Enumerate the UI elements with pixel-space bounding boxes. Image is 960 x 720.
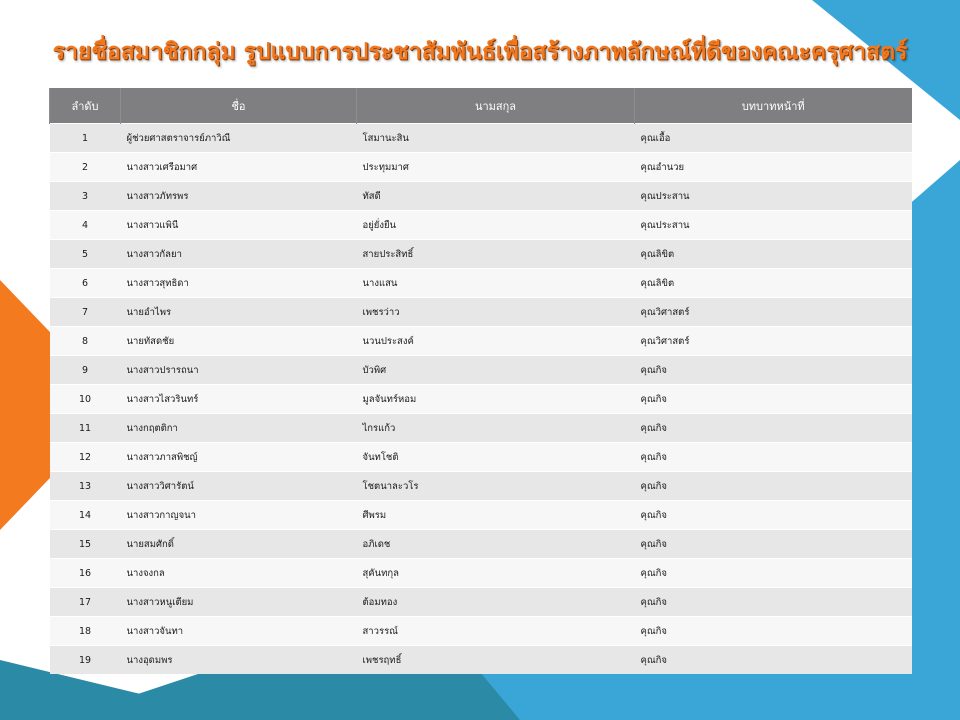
cell-name: นางสาวกัลยา <box>121 240 357 269</box>
cell-name: นางสาวภาสพิชญ์ <box>121 443 357 472</box>
cell-no: 14 <box>50 501 121 530</box>
cell-name: นางจงกล <box>121 559 357 588</box>
cell-role: คุณประสาน <box>635 182 912 211</box>
cell-surname: เพชรว่าว <box>357 298 635 327</box>
cell-surname: โสมานะสิน <box>357 124 635 153</box>
table-header-row <box>50 88 912 124</box>
cell-role: คุณกิจ <box>635 617 912 646</box>
cell-name: นายทัสดชัย <box>121 327 357 356</box>
table-row <box>50 240 912 269</box>
table-row <box>50 124 912 153</box>
cell-role: คุณกิจ <box>635 646 912 675</box>
cell-name: นางอุดมพร <box>121 646 357 675</box>
cell-name: นางสาววิศารัตน์ <box>121 472 357 501</box>
table-row <box>50 269 912 298</box>
cell-no: 19 <box>50 646 121 675</box>
table-row <box>50 472 912 501</box>
cell-no: 1 <box>50 124 121 153</box>
cell-surname: อภิเดช <box>357 530 635 559</box>
cell-role: คุณกิจ <box>635 530 912 559</box>
cell-name: นายอำไพร <box>121 298 357 327</box>
cell-surname: นางแสน <box>357 269 635 298</box>
header-no: ลำดับ <box>50 88 121 124</box>
cell-role: คุณกิจ <box>635 414 912 443</box>
cell-name: นางสาวเศรีอมาศ <box>121 153 357 182</box>
header-name: ชื่อ <box>121 88 357 124</box>
cell-role: คุณลิขิต <box>635 240 912 269</box>
table-row <box>50 356 912 385</box>
cell-role: คุณอำนวย <box>635 153 912 182</box>
table-row <box>50 327 912 356</box>
cell-role: คุณวิศาสตร์ <box>635 327 912 356</box>
cell-name: นางสาวจันทา <box>121 617 357 646</box>
member-table <box>49 88 912 674</box>
cell-role: คุณวิศาสตร์ <box>635 298 912 327</box>
cell-role: คุณลิขิต <box>635 269 912 298</box>
cell-role: คุณกิจ <box>635 588 912 617</box>
table-row <box>50 414 912 443</box>
cell-no: 18 <box>50 617 121 646</box>
cell-no: 9 <box>50 356 121 385</box>
cell-surname: นวนประสงค์ <box>357 327 635 356</box>
cell-name: นางสาวภัทรพร <box>121 182 357 211</box>
cell-role: คุณเอื้อ <box>635 124 912 153</box>
cell-surname: บัวพิศ <box>357 356 635 385</box>
table-row <box>50 298 912 327</box>
cell-surname: ต้อมทอง <box>357 588 635 617</box>
cell-role: คุณกิจ <box>635 501 912 530</box>
table-row <box>50 617 912 646</box>
cell-no: 5 <box>50 240 121 269</box>
cell-surname: สาวรรณ์ <box>357 617 635 646</box>
cell-name: นางสาวหนูเตียม <box>121 588 357 617</box>
cell-no: 7 <box>50 298 121 327</box>
table-row <box>50 501 912 530</box>
cell-surname: สุคันทกุล <box>357 559 635 588</box>
header-surname: นามสกุล <box>357 88 635 124</box>
cell-surname: ทัสดี <box>357 182 635 211</box>
cell-no: 3 <box>50 182 121 211</box>
cell-no: 17 <box>50 588 121 617</box>
table-row <box>50 588 912 617</box>
cell-surname: เพชรฤทธิ์ <box>357 646 635 675</box>
cell-role: คุณกิจ <box>635 559 912 588</box>
cell-surname: โชตนาละวโร <box>357 472 635 501</box>
table-row <box>50 646 912 675</box>
cell-name: นางสาวแพินี <box>121 211 357 240</box>
cell-role: คุณกิจ <box>635 385 912 414</box>
cell-surname: ไกรแก้ว <box>357 414 635 443</box>
cell-surname: มูลจันทร์หอม <box>357 385 635 414</box>
page-title: รายชื่อสมาชิกกลุ่ม รูปแบบการประชาสัมพันธ์เพื่อสร้างภาพลักษณ์ที่ดีของคณะครุศาสตร์ <box>52 38 908 65</box>
cell-no: 16 <box>50 559 121 588</box>
cell-name: นายสมศักดิ์ <box>121 530 357 559</box>
cell-role: คุณกิจ <box>635 356 912 385</box>
table-row <box>50 153 912 182</box>
table-row <box>50 182 912 211</box>
cell-no: 15 <box>50 530 121 559</box>
cell-no: 12 <box>50 443 121 472</box>
cell-surname: จันทโชติ <box>357 443 635 472</box>
cell-role: คุณประสาน <box>635 211 912 240</box>
cell-name: นางสาวกาญจนา <box>121 501 357 530</box>
cell-surname: ประทุมมาศ <box>357 153 635 182</box>
cell-no: 2 <box>50 153 121 182</box>
cell-surname: สายประสิทธิ์ <box>357 240 635 269</box>
table-row <box>50 530 912 559</box>
cell-no: 4 <box>50 211 121 240</box>
table-row <box>50 385 912 414</box>
cell-role: คุณกิจ <box>635 472 912 501</box>
cell-no: 6 <box>50 269 121 298</box>
cell-no: 11 <box>50 414 121 443</box>
cell-no: 10 <box>50 385 121 414</box>
cell-name: นางสาวปรารถนา <box>121 356 357 385</box>
cell-name: นางกฤตติกา <box>121 414 357 443</box>
cell-name: นางสาวไสวรินทร์ <box>121 385 357 414</box>
cell-surname: ศีพรม <box>357 501 635 530</box>
cell-role: คุณกิจ <box>635 443 912 472</box>
cell-name: นางสาวสุทธิดา <box>121 269 357 298</box>
table-row <box>50 211 912 240</box>
table-row <box>50 559 912 588</box>
cell-name: ผู้ช่วยศาสตราจารย์ภาวิณี <box>121 124 357 153</box>
header-role: บทบาทหน้าที่ <box>635 88 912 124</box>
cell-no: 8 <box>50 327 121 356</box>
cell-no: 13 <box>50 472 121 501</box>
cell-surname: อยู่ยั่งยืน <box>357 211 635 240</box>
table-row <box>50 443 912 472</box>
